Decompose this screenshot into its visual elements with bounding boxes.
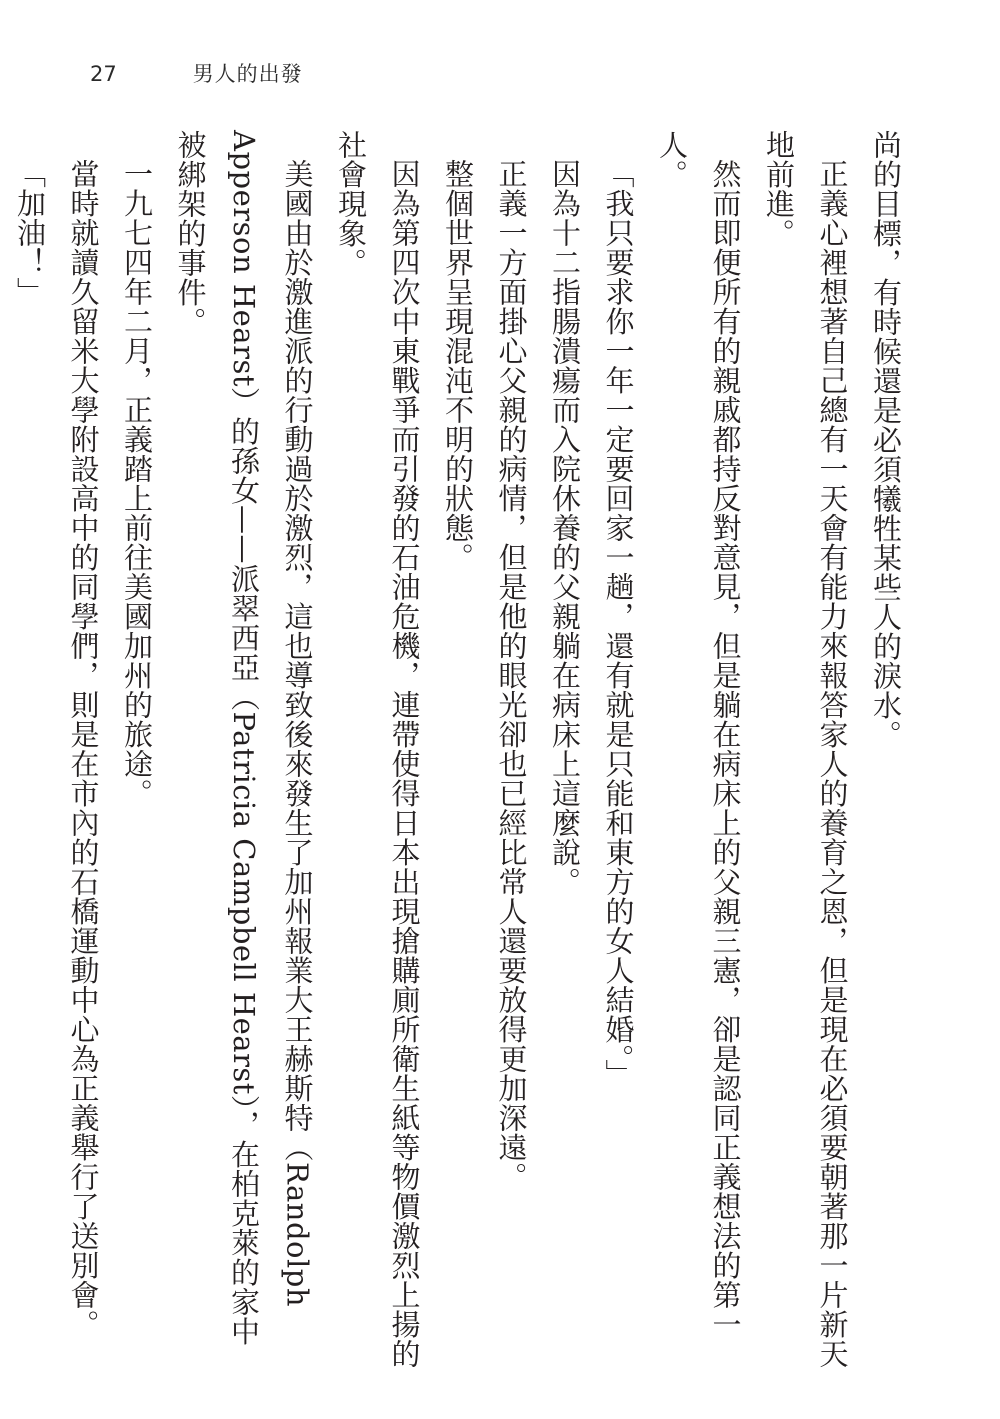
paragraph: 「我只要求你一年一定要回家一趟，還有就是只能和東方的女人結婚。」 <box>601 159 636 1089</box>
page-number: 27 <box>90 62 117 86</box>
paragraph: 當時就讀久留米大學附設高中的同學們，則是在市內的石橋運動中心為正義舉行了送別會。 <box>66 159 101 1339</box>
page-header <box>90 58 303 88</box>
paragraph: 一九七四年二月，正義踏上前往美國加州的旅途。 <box>120 159 154 808</box>
paragraph: 因為第四次中東戰爭而引發的石油危機，連帶使得日本出現搶購廁所衛生紙等物價激烈上揚的社會現象。 <box>334 130 422 1369</box>
paragraph: 然而即便所有的親戚都持反對意見，但是躺在病床上的父親三憲，卻是認同正義想法的第一人。 <box>655 130 743 1339</box>
paragraph: 美國由於激進派的行動過於激烈，這也導致後來發生了加州報業大王赫斯特（Randolph Apperson Hearst）的孫女——派翠西亞（Patricia Campbell Hearst），在柏克萊的家中被綁架的事件。 <box>173 130 315 1346</box>
paragraph: 整個世界呈現混沌不明的狀態。 <box>441 159 475 572</box>
running-title: 男人的出發 <box>192 62 303 86</box>
paragraph: 正義心裡想著自己總有一天會有能力來報答家人的養育之恩，但是現在必須要朝著那一片新天地前進。 <box>762 130 850 1369</box>
paragraph: 尚的目標，有時候還是必須犧牲某些人的淚水。 <box>869 130 903 750</box>
paragraph: 「加油！」 <box>13 159 47 307</box>
paragraph: 因為十二指腸潰瘍而入院休養的父親躺在病床上這麼說。 <box>548 159 582 897</box>
paragraph: 正義一方面掛心父親的病情，但是他的眼光卻也已經比常人還要放得更加深遠。 <box>494 159 529 1192</box>
vertical-text-body <box>13 130 912 1370</box>
